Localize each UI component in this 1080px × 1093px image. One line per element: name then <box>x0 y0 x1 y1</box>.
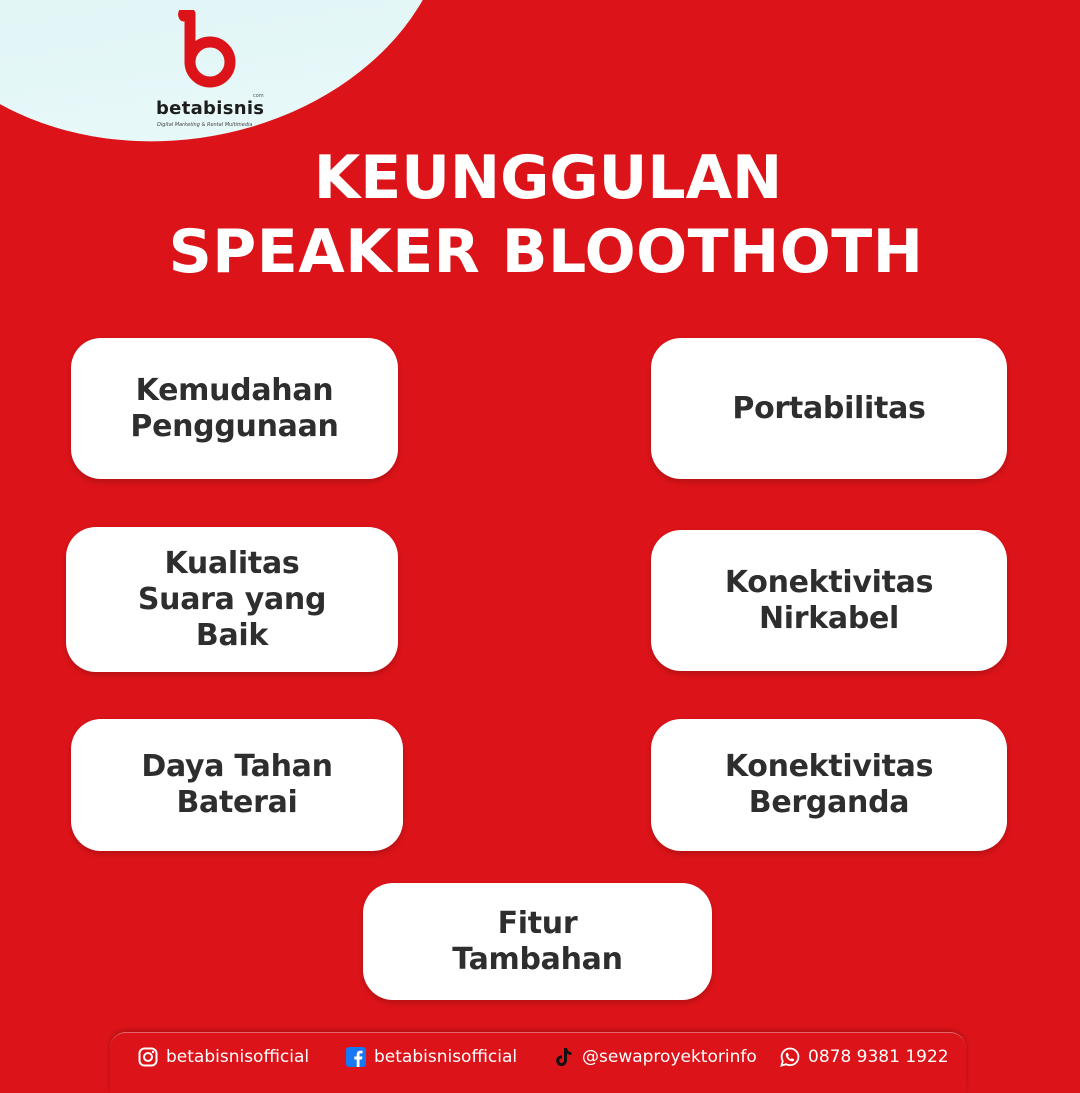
card-label <box>452 906 622 978</box>
facebook-handle: betabisnisofficial <box>374 1047 518 1067</box>
logo-tagline: Digital Marketing & Rental Multimedia <box>157 122 253 128</box>
card-kemudahan-penggunaan <box>71 338 398 479</box>
logo <box>140 10 280 128</box>
card-label-line: Nirkabel <box>758 600 900 636</box>
card-label-line: Baterai <box>176 785 298 820</box>
card-label-line: Kualitas <box>164 545 300 581</box>
card-label-line: Kemudahan <box>135 372 334 408</box>
card-label-line: Konektivitas <box>724 564 934 600</box>
footer-facebook[interactable] <box>346 1047 517 1067</box>
card-kualitas-suara <box>66 527 398 672</box>
card-portabilitas <box>651 338 1007 479</box>
card-label-line: Daya Tahan <box>141 749 333 784</box>
card-label-line: Konektivitas <box>724 749 934 784</box>
footer-tiktok[interactable] <box>554 1047 757 1067</box>
logo-wordmark: betabisnis <box>156 98 265 119</box>
card-konektivitas-nirkabel <box>651 530 1007 671</box>
tiktok-icon <box>554 1047 574 1067</box>
card-label-line: Berganda <box>748 785 910 820</box>
card-label <box>138 546 326 654</box>
instagram-handle: betabisnisofficial <box>166 1047 310 1067</box>
betabisnis-logo-icon <box>178 10 242 94</box>
logo-suffix: com <box>253 93 264 99</box>
card-label <box>725 565 933 637</box>
card-daya-tahan-baterai <box>71 719 403 851</box>
footer-instagram[interactable] <box>138 1047 309 1067</box>
card-konektivitas-berganda <box>651 719 1007 851</box>
whatsapp-number: 0878 9381 1922 <box>808 1047 949 1067</box>
card-fitur-tambahan <box>363 883 712 1000</box>
card-label-line: Tambahan <box>452 941 623 977</box>
card-label: Portabilitas <box>732 390 926 426</box>
footer-whatsapp[interactable] <box>780 1047 949 1067</box>
card-label <box>725 749 933 821</box>
card-label-line: Baik <box>195 617 269 653</box>
instagram-icon <box>138 1047 158 1067</box>
page-title-line-2: SPEAKER BLOOTHOTH <box>168 217 924 287</box>
whatsapp-icon <box>780 1047 800 1067</box>
facebook-icon <box>346 1047 366 1067</box>
card-label-line: Fitur <box>497 905 578 941</box>
tiktok-handle: @sewaproyektorinfo <box>582 1047 757 1067</box>
card-label-line: Suara yang <box>137 581 327 617</box>
card-label <box>130 373 338 445</box>
card-label <box>141 749 332 821</box>
page-title-line-1: KEUNGGULAN <box>313 143 783 213</box>
card-label-line: Penggunaan <box>130 408 339 444</box>
footer-bar <box>110 1032 966 1093</box>
